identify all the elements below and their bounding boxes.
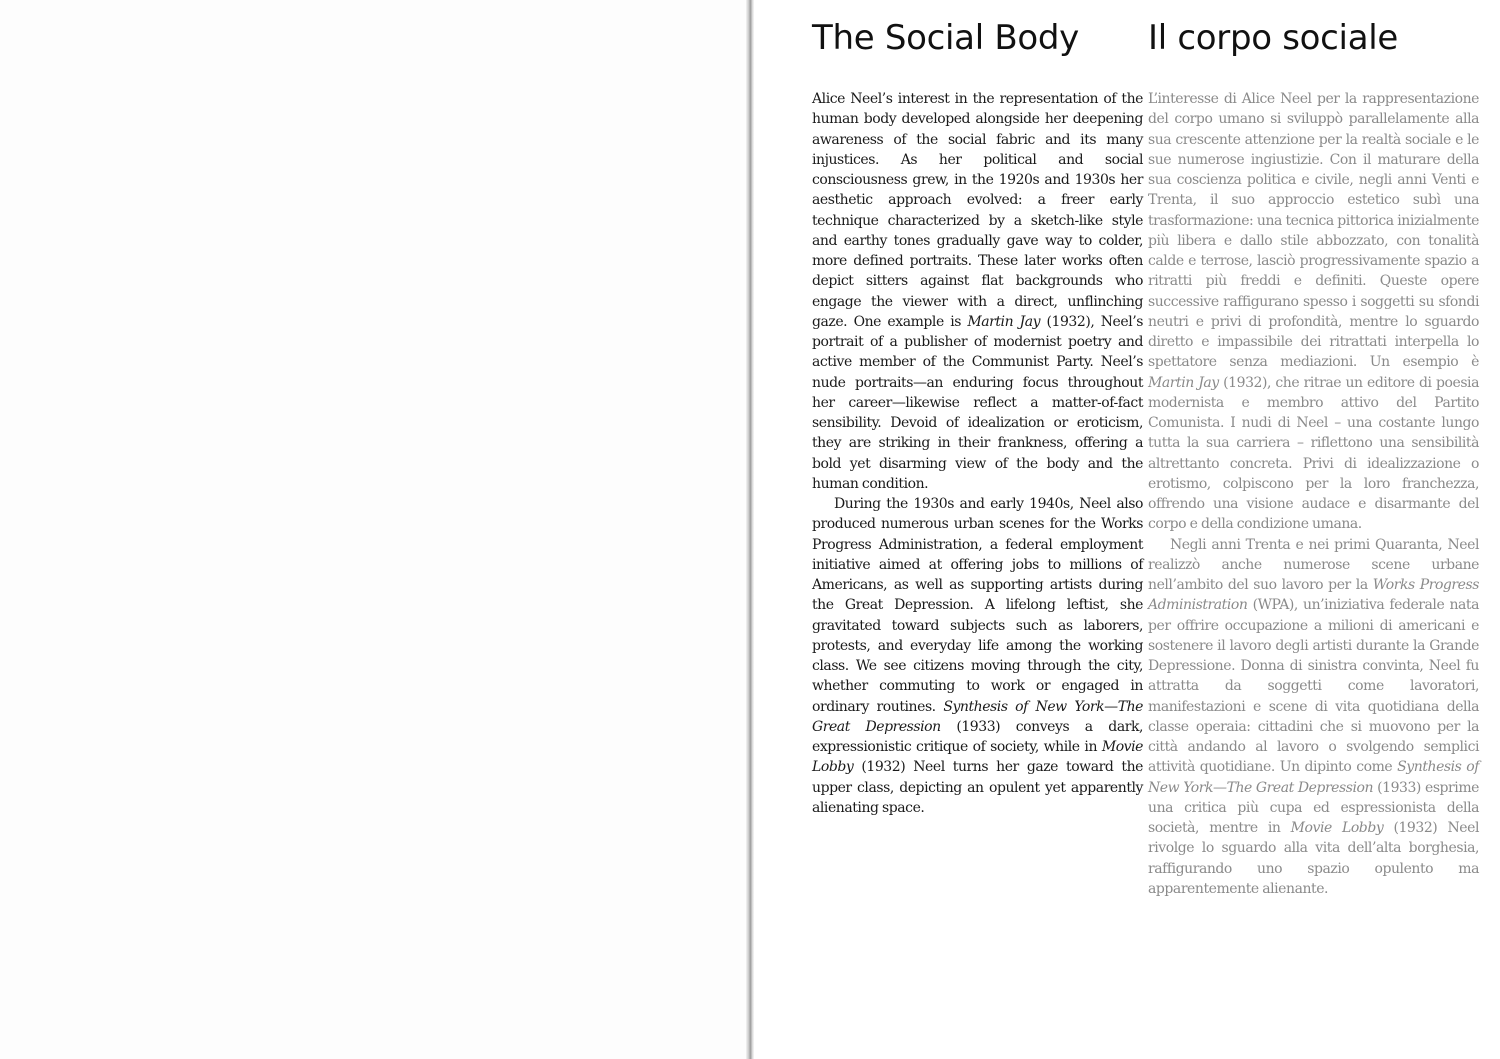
english-p1-text-b: (1932), Neel’s portrait of a publisher of modernist poetry and active member of the Communist Party. Neel’s nude portraits—an enduring focus throughout her career—likewise reflect a matter-of-fact sensibility. Devoid of idealization or eroticism, they are striking in their frankness, offering a bold yet disarming view of the body and the human condition. <box>812 313 1143 492</box>
artwork-title-movie-lobby-it: Movie Lobby <box>1290 820 1384 836</box>
english-p1-text-a: Alice Neel’s interest in the representation of the human body developed alongside her deepening awareness of the social fabric and its many injustices. As her political and social consciousness grew, in the 1920s and 1930s her aesthetic approach evolved: a freer early technique characterized by a sketch-like style and earthy tones gradually gave way to colder, more defined portraits. These later works often depict sitters against flat backgrounds who engage the viewer with a direct, unflinching gaze. One example is <box>812 91 1143 330</box>
italian-p2-text-a: Negli anni Trenta e nei primi Quaranta, Neel realizzò anche numerose scene urbane nell’ambito del suo lavoro per la <box>1148 536 1479 593</box>
italian-paragraph-2 <box>1148 535 1479 900</box>
book-gutter <box>746 0 754 1059</box>
italian-p1-text-b: (1932), che ritrae un editore di poesia modernista e membro attivo del Partito Comunista. I nudi di Neel – una costante lungo tutta la sua carriera – riflettono una sensibilità altrettanto concreta. Privi di idealizzazione o erotismo, colpiscono per la loro franchezza, offrendo una visione audace e disarmante del corpo e della condizione umana. <box>1148 374 1479 533</box>
italian-p2-text-d: (1932) Neel rivolge lo sguardo alla vita dell’alta borghesia, raffigurando uno spazio opulento ma apparentemente alienante. <box>1148 820 1479 897</box>
artwork-title-martin-jay-it: Martin Jay <box>1148 374 1219 391</box>
english-p2-text-c: (1932) Neel turns her gaze toward the upper class, depicting an opulent yet apparently alienating space. <box>812 759 1143 816</box>
english-text-column <box>812 89 1143 818</box>
italian-p1-text-a: L’interesse di Alice Neel per la rappresentazione del corpo umano si sviluppò parallelamente alla sua crescente attenzione per la realtà sociale e le sue numerose ingiustizie. Con il maturare della sua coscienza politica e civile, negli anni Venti e Trenta, il suo approccio estetico subì una trasformazione: una tecnica pittorica inizialmente più libera e dallo stile abbozzato, con tonalità calde e terrose, lasciò progressivamente spazio a ritratti più freddi e definiti. Queste opere successive raffigurano spesso i soggetti su sfondi neutri e privi di profondità, mentre lo sguardo diretto e impassibile dei ritrattati interpella lo spettatore senza mediazioni. Un esempio è <box>1148 91 1479 371</box>
italian-text-column <box>1148 89 1479 899</box>
artwork-title-martin-jay: Martin Jay <box>967 313 1041 330</box>
english-paragraph-2 <box>812 494 1143 818</box>
title-italian: Il corpo sociale <box>1148 18 1399 58</box>
title-english: The Social Body <box>812 18 1079 58</box>
agency-name-wpa: Works Progress Administration <box>1148 577 1479 614</box>
english-paragraph-1 <box>812 89 1143 494</box>
italian-paragraph-1 <box>1148 89 1479 535</box>
italian-p2-text-b: (WPA), un’iniziativa federale nata per offrire occupazione a milioni di americani e sostenere il lavoro degli artisti durante la Grande Depressione. Donna di sinistra convinta, Neel fu attratta da soggetti come lavoratori, manifestazioni e scene di vita quotidiana della classe operaia: cittadini che si muovono per la città andando al lavoro o svolgendo semplici attività quotidiane. Un dipinto come <box>1148 597 1479 776</box>
left-page-blank <box>0 0 748 1059</box>
artwork-title-synthesis-of-new-york-it: Synthesis of New York—The Great Depression <box>1148 759 1480 796</box>
artwork-title-movie-lobby: Movie Lobby <box>812 739 1143 776</box>
english-p2-text-a: During the 1930s and early 1940s, Neel also produced numerous urban scenes for the Works Progress Administration, a federal employment initiative aimed at offering jobs to millions of Americans, as well as supporting artists during the Great Depression. A lifelong leftist, she gravitated toward subjects such as laborers, protests, and everyday life among the working class. We see citizens moving through the city, whether commuting to work or engaged in ordinary routines. <box>812 496 1143 715</box>
english-p2-text-b: (1933) conveys a dark, expressionistic critique of society, while in <box>812 718 1143 755</box>
artwork-title-synthesis-of-new-york: Synthesis of New York—The Great Depression <box>812 698 1143 735</box>
italian-p2-text-c: (1933) esprime una critica più cupa ed espressionista della società, mentre in <box>1148 779 1479 836</box>
